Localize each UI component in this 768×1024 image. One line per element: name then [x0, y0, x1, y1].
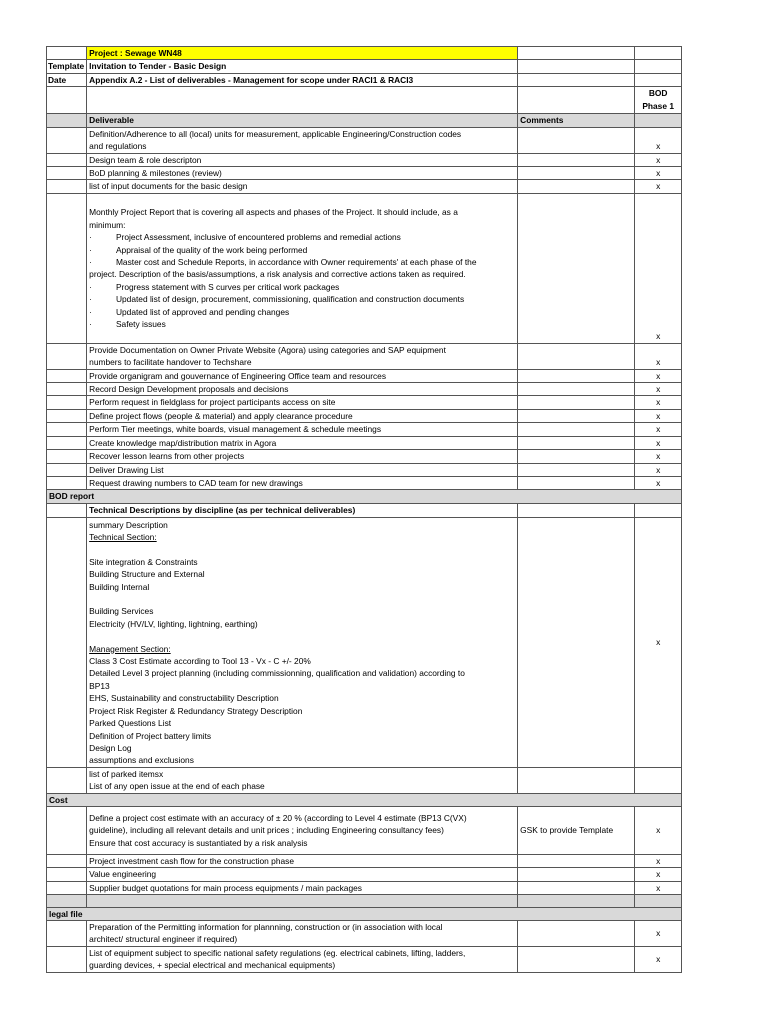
deliverable-cell: Create knowledge map/distribution matrix in Agora	[87, 436, 518, 449]
deliverable-header: Deliverable	[87, 114, 518, 127]
comment-cell	[518, 476, 635, 489]
bod-mark: x	[635, 153, 682, 166]
deliverable-text: numbers to facilitate handover to Techshare	[89, 357, 252, 368]
cell-empty	[47, 396, 87, 409]
table-row	[47, 806, 682, 854]
table-row	[47, 153, 682, 166]
bod-mark: x	[635, 343, 682, 369]
table-row	[47, 167, 682, 180]
table-row	[47, 369, 682, 382]
cell-empty	[47, 881, 87, 894]
comment-cell	[518, 517, 635, 767]
deliverable-cell	[87, 946, 518, 972]
report-line: Detailed Level 3 project planning (including commissionning, qualification and validation) according to	[89, 668, 465, 679]
section-legal-file: legal file	[47, 907, 682, 920]
cell-empty	[635, 60, 682, 73]
cell-empty	[518, 87, 635, 114]
cell-empty	[47, 369, 87, 382]
comment-cell	[518, 193, 635, 343]
cell-empty	[47, 423, 87, 436]
bullet-item	[89, 293, 515, 305]
report-line: Parked Questions List	[89, 718, 172, 729]
bullet-item	[89, 244, 515, 256]
phase-label: Phase 1	[642, 101, 674, 112]
bullet: ·	[89, 257, 92, 267]
deliverable-text: List of equipment subject to specific national safety regulations (eg. electrical cabinets, lifting, ladders,	[89, 947, 466, 958]
cell-empty	[47, 167, 87, 180]
cell-empty	[518, 73, 635, 86]
bullet: ·	[89, 306, 92, 317]
deliverable-cell: Deliver Drawing List	[87, 463, 518, 476]
bullet-text: Appraisal of the quality of the work being performed	[115, 244, 308, 255]
comment-cell	[518, 450, 635, 463]
bullet-text: Progress statement with S curves per critical work packages	[115, 281, 340, 292]
comment-cell	[518, 767, 635, 793]
cell-empty	[47, 87, 87, 114]
bod-mark: x	[635, 921, 682, 947]
table-row	[47, 396, 682, 409]
project-row	[47, 47, 682, 60]
report-line: Building Services	[89, 606, 154, 617]
cell-empty	[635, 767, 682, 793]
deliverable-cell: Design team & role descripton	[87, 153, 518, 166]
cell-empty	[47, 854, 87, 867]
template-label: Template	[47, 60, 87, 73]
comment-cell	[518, 868, 635, 881]
monthly-report-row	[47, 193, 682, 343]
cell-empty	[47, 114, 87, 127]
deliverable-cell: BoD planning & milestones (review)	[87, 167, 518, 180]
deliverable-cell: Value engineering	[87, 868, 518, 881]
bod-mark: x	[635, 127, 682, 153]
cell-empty	[47, 463, 87, 476]
technical-header: Technical Descriptions by discipline (as per technical deliverables)	[87, 503, 518, 517]
table-row	[47, 854, 682, 867]
deliverable-text: Provide Documentation on Owner Private Website (Agora) using categories and SAP equipment	[89, 344, 446, 355]
deliverable-cell: Perform Tier meetings, white boards, visual management & schedule meetings	[87, 423, 518, 436]
report-line: EHS, Sustainability and constructability Description	[89, 693, 279, 704]
bod-header-row	[47, 87, 682, 114]
comment-cell	[518, 369, 635, 382]
bullet-text: Project Assessment, inclusive of encountered problems and remedial actions	[115, 232, 401, 243]
comment-cell	[518, 383, 635, 396]
deliverable-cell	[87, 193, 518, 343]
comment-cell	[518, 921, 635, 947]
bod-mark: x	[635, 854, 682, 867]
table-row	[47, 946, 682, 972]
table-row	[47, 921, 682, 947]
bod-mark: x	[635, 369, 682, 382]
spacer	[89, 543, 515, 555]
date-label: Date	[47, 73, 87, 86]
date-value: Appendix A.2 - List of deliverables - Management for scope under RACI1 & RACI3	[87, 73, 518, 86]
table-row	[47, 503, 682, 517]
deliverable-text: Ensure that cost accuracy is sustantiated by a risk analysis	[89, 837, 308, 848]
report-line: BP13	[89, 680, 110, 691]
deliverables-sheet	[46, 46, 682, 973]
bullet-item	[89, 256, 515, 268]
cell-empty	[635, 73, 682, 86]
bod-mark: x	[635, 423, 682, 436]
bullet-text: Updated list of design, procurement, commissioning, qualification and construction documents	[115, 294, 465, 305]
table-row	[47, 423, 682, 436]
cell-empty	[47, 153, 87, 166]
deliverable-cell: Provide organigram and gouvernance of Engineering Office team and resources	[87, 369, 518, 382]
deliverable-text: Monthly Project Report that is covering all aspects and phases of the Project. It should include, as a	[89, 207, 458, 218]
cell-empty	[47, 436, 87, 449]
table-row	[47, 881, 682, 894]
cell-empty	[47, 806, 87, 854]
comment-cell	[518, 854, 635, 867]
bod-mark: x	[635, 396, 682, 409]
cell-empty	[635, 47, 682, 60]
section-row	[47, 907, 682, 920]
table-row	[47, 180, 682, 193]
comment-cell	[518, 153, 635, 166]
report-line: Electricity (HV/LV, lighting, lightning, earthing)	[89, 618, 258, 629]
bod-mark: x	[635, 436, 682, 449]
bod-mark: x	[635, 167, 682, 180]
table-row	[47, 383, 682, 396]
bullet-item	[89, 306, 515, 318]
deliverable-text: Define a project cost estimate with an accuracy of ± 20 % (according to Level 4 estimate (BP13 C(VX)	[89, 812, 467, 823]
bullet: ·	[89, 281, 92, 292]
bod-mark: x	[635, 180, 682, 193]
section-row	[47, 490, 682, 503]
project-title: Project : Sewage WN48	[87, 47, 518, 60]
comment-cell	[518, 436, 635, 449]
bullet: ·	[89, 244, 92, 255]
cell-empty	[87, 895, 518, 908]
deliverable-text: list of parked itemsx	[89, 768, 164, 779]
comment-cell	[518, 423, 635, 436]
cell-empty	[47, 383, 87, 396]
bod-mark: x	[635, 463, 682, 476]
cell-empty	[47, 476, 87, 489]
comments-header: Comments	[518, 114, 635, 127]
cell-empty	[47, 193, 87, 343]
report-line: Site integration & Constraints	[89, 556, 198, 567]
bod-mark: x	[635, 868, 682, 881]
cell-empty	[635, 895, 682, 908]
cell-empty	[47, 946, 87, 972]
table-row	[47, 343, 682, 369]
comment-cell	[518, 396, 635, 409]
comment-cell	[518, 409, 635, 422]
date-row	[47, 73, 682, 86]
cell-empty	[518, 47, 635, 60]
report-line: assumptions and exclusions	[89, 755, 194, 766]
deliverable-cell	[87, 767, 518, 793]
bod-mark: x	[635, 476, 682, 489]
deliverable-cell	[87, 343, 518, 369]
cell-empty	[518, 60, 635, 73]
cell-empty	[47, 895, 87, 908]
comment-cell	[518, 167, 635, 180]
bullet: ·	[89, 319, 92, 330]
bullet-text: Safety issues	[115, 319, 166, 330]
deliverable-text: Preparation of the Permitting information for plannning, construction or (in association with local	[89, 922, 443, 933]
report-line: Project Risk Register & Redundancy Strategy Description	[89, 705, 303, 716]
bullet-text: Updated list of approved and pending changes	[115, 306, 290, 317]
deliverable-text: guideline), including all relevant details and unit prices ; including Engineering consultancy fees)	[89, 825, 444, 836]
comment-cell	[518, 127, 635, 153]
cell-empty	[47, 47, 87, 60]
comment-cell	[518, 343, 635, 369]
comment-cell	[518, 180, 635, 193]
bullet: ·	[89, 232, 92, 243]
cell-empty	[47, 409, 87, 422]
cell-empty	[47, 767, 87, 793]
bod-mark: x	[635, 383, 682, 396]
template-row	[47, 60, 682, 73]
cell-empty	[47, 503, 87, 517]
report-line: Building Internal	[89, 581, 150, 592]
bod-report-content-row	[47, 517, 682, 767]
table-row	[47, 409, 682, 422]
deliverable-cell: list of input documents for the basic design	[87, 180, 518, 193]
report-line: Design Log	[89, 742, 132, 753]
bod-mark: x	[635, 881, 682, 894]
table-row	[47, 436, 682, 449]
spacer	[89, 593, 515, 605]
cell-empty	[47, 517, 87, 767]
column-header-row	[47, 114, 682, 127]
cell-empty	[47, 921, 87, 947]
deliverable-text: minimum:	[89, 219, 126, 230]
cell-empty	[47, 180, 87, 193]
report-line: Class 3 Cost Estimate according to Tool 13 - Vx - C +/- 20%	[89, 656, 311, 667]
report-line: Management Section:	[89, 643, 171, 654]
deliverable-text: and regulations	[89, 141, 147, 152]
report-line: Building Structure and External	[89, 569, 205, 580]
deliverable-text: Definition/Adherence to all (local) units for measurement, applicable Engineering/Construction codes	[89, 128, 462, 139]
deliverable-cell	[87, 127, 518, 153]
deliverable-cell: Define project flows (people & material) and apply clearance procedure	[87, 409, 518, 422]
cell-empty	[47, 127, 87, 153]
deliverable-cell	[87, 806, 518, 854]
bullet-item	[89, 231, 515, 243]
deliverable-cell: Recover lesson learns from other projects	[87, 450, 518, 463]
bod-mark: x	[635, 409, 682, 422]
cell-empty	[87, 87, 518, 114]
deliverable-cell: Project investment cash flow for the construction phase	[87, 854, 518, 867]
report-line: Definition of Project battery limits	[89, 730, 212, 741]
report-line: summary Description	[89, 519, 168, 530]
bullet: ·	[89, 294, 92, 305]
bod-mark: x	[635, 193, 682, 343]
bullet-item	[89, 281, 515, 293]
deliverable-text: architect/ structural engineer if required)	[89, 934, 238, 945]
table-row	[47, 450, 682, 463]
bod-mark: x	[635, 806, 682, 854]
cell-empty	[518, 895, 635, 908]
table-row	[47, 868, 682, 881]
cell-empty	[635, 114, 682, 127]
deliverable-text: project. Description of the basis/assumptions, a risk analysis and corrective actions taken as required.	[89, 269, 466, 280]
deliverable-cell: Perform request in fieldglass for project participants access on site	[87, 396, 518, 409]
report-line: Technical Section:	[89, 532, 157, 542]
deliverable-cell: Supplier budget quotations for main process equipments / main packages	[87, 881, 518, 894]
bod-label: BOD	[648, 88, 668, 99]
section-bod-report: BOD report	[47, 490, 682, 503]
table-row	[47, 463, 682, 476]
table-row	[47, 476, 682, 489]
deliverable-text: guarding devices, + special electrical and mechanical equipments)	[89, 960, 336, 971]
comment-cell	[518, 881, 635, 894]
cell-empty	[47, 343, 87, 369]
comment-cell: GSK to provide Template	[518, 806, 635, 854]
cell-empty	[47, 450, 87, 463]
comment-cell	[518, 503, 635, 517]
comment-cell	[518, 946, 635, 972]
bullet-item	[89, 318, 515, 330]
bod-mark: x	[635, 946, 682, 972]
empty-row	[47, 895, 682, 908]
section-cost: Cost	[47, 793, 682, 806]
bod-mark: x	[635, 517, 682, 767]
bod-phase-header	[635, 87, 682, 114]
deliverable-text: List of any open issue at the end of each phase	[89, 781, 265, 792]
comment-cell	[518, 463, 635, 476]
table-row	[47, 127, 682, 153]
deliverable-cell: Request drawing numbers to CAD team for new drawings	[87, 476, 518, 489]
spacer	[89, 630, 515, 642]
cell-empty	[635, 503, 682, 517]
deliverable-cell	[87, 517, 518, 767]
section-row	[47, 793, 682, 806]
cell-empty	[47, 868, 87, 881]
bod-mark: x	[635, 450, 682, 463]
template-value: Invitation to Tender - Basic Design	[87, 60, 518, 73]
deliverable-cell: Record Design Development proposals and decisions	[87, 383, 518, 396]
table-row	[47, 767, 682, 793]
bullet-text: Master cost and Schedule Reports, in accordance with Owner requirements' at each phase of the	[115, 257, 477, 267]
deliverable-cell	[87, 921, 518, 947]
spacer	[89, 330, 515, 342]
